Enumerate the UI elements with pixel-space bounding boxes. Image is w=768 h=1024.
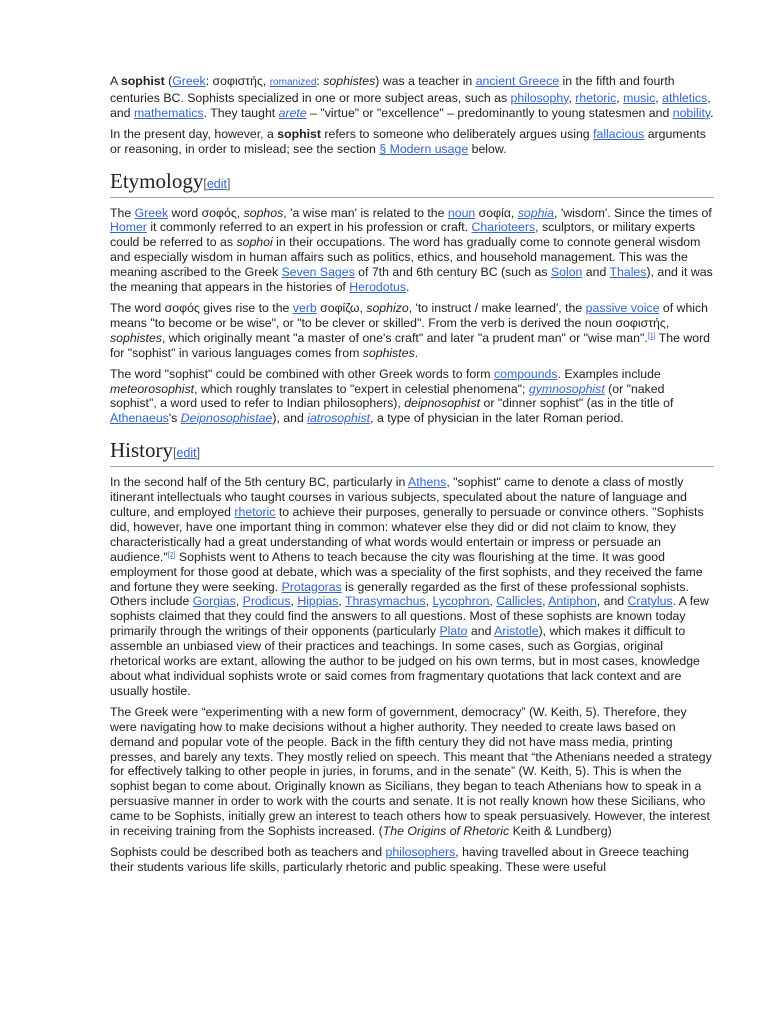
link-callicles[interactable]: Callicles	[496, 594, 543, 609]
text: Keith & Lundberg)	[509, 824, 612, 839]
text: below.	[468, 141, 507, 156]
text: . Examples include	[557, 366, 661, 381]
text: 's	[168, 411, 181, 426]
text: , a type of physician in the later Roman period.	[370, 411, 624, 426]
link-protagoras[interactable]: Protagoras	[281, 579, 342, 594]
link-thrasymachus[interactable]: Thrasymachus	[344, 594, 426, 609]
text: , and	[110, 90, 711, 120]
text: refers to someone who deliberately argues using	[321, 126, 594, 141]
text: . A few sophists claimed that they could find the answers to all questions. Most of these sophists are known today primarily through the writings of their opponents (particularly	[110, 594, 709, 639]
link-athens[interactable]: Athens	[408, 475, 447, 490]
italic-term: sophistes	[362, 345, 415, 360]
text: σοφίζω,	[316, 300, 367, 315]
text: and	[467, 624, 495, 639]
etymology-paragraph-1	[110, 206, 714, 295]
history-paragraph-1	[110, 475, 714, 699]
bracket: ]	[226, 176, 231, 191]
history-paragraph-3	[110, 845, 714, 875]
link-verb[interactable]: verb	[292, 300, 317, 315]
text: ,	[425, 594, 433, 609]
link-seven-sages[interactable]: Seven Sages	[281, 265, 355, 280]
link-iatrosophist-text: iatrosophist	[307, 411, 371, 426]
etymology-paragraph-3	[110, 367, 714, 427]
text: ,	[568, 90, 576, 105]
text: .	[710, 105, 714, 120]
link-philosophy[interactable]: philosophy	[510, 90, 569, 105]
italic-term: sophoi	[236, 235, 273, 250]
intro-paragraph-1	[110, 74, 714, 121]
bracket: [	[203, 176, 207, 191]
link-solon[interactable]: Solon	[550, 265, 583, 280]
text: , 'to instruct / make learned', the	[408, 300, 586, 315]
link-plato[interactable]: Plato	[439, 624, 468, 639]
article-body	[110, 74, 714, 881]
edit-link-etymology[interactable]: edit	[206, 176, 227, 191]
text: , "sophist" came to denote a class of mostly itinerant intellectuals who taught courses in various subjects, speculated about the nature of language and culture, and employed	[110, 475, 687, 520]
intro-paragraph-2	[110, 127, 714, 157]
heading-text: Etymology	[110, 168, 204, 193]
link-iatrosophist[interactable]	[307, 411, 370, 425]
italic-term: sophizo	[366, 300, 409, 315]
text: ), and it was the meaning that appears in the histories of	[110, 265, 713, 295]
text: (or "naked sophist", a word used to refer to Indian philosophers),	[110, 381, 665, 411]
history-paragraph-2	[110, 705, 714, 839]
term-sophist: sophist	[120, 74, 165, 88]
text: :	[316, 74, 324, 88]
link-philosophers[interactable]: philosophers	[385, 844, 456, 859]
link-thales[interactable]: Thales	[609, 265, 647, 280]
link-athletics[interactable]: athletics	[662, 90, 708, 105]
text: to achieve their purposes, generally to persuade or convince others. "Sophists did, however, have one important thing in common: whatever else they did or did not claim to know, they characteristically had a great understanding of what words would entertain or impress or persuade an audience."	[110, 505, 704, 564]
link-athenaeus[interactable]: Athenaeus	[110, 411, 169, 426]
link-sophia-text: sophia	[517, 205, 555, 220]
text: .	[414, 345, 419, 360]
text: (	[164, 74, 173, 88]
link-passive-voice[interactable]: passive voice	[585, 300, 660, 315]
link-greek[interactable]: Greek	[134, 205, 169, 220]
text: The Greek were “experimenting with a new form of government, democracy” (W. Keith, 5). Therefore, they were navigating how to make decisions without a higher authority. They needed to create laws based on demand and popular vote of the people. Back in the fifth century they did not have mass media, printing presses, and barely any texts. They mostly relied on speech. This meant that “the Athenians needed a strategy for effectively talking to other people in juries, in forums, and in the senate” (W. Keith, 5). This is when the sophist began to come about. Originally known as Sicilians, they began to teach Athenians how to speak in a persuasive manner in order to work with the courts and senate. It is not really known how these Sicilians, who came to be Sophists, initially grew an interest to teach others how to speak persuasively. However, the interest in receiving training from the Sophists increased. (	[110, 704, 712, 839]
link-music[interactable]: music	[623, 90, 656, 105]
text: , 'a wise man' is related to the	[283, 205, 448, 220]
text: or "dinner sophist" (as in the title of	[480, 396, 674, 411]
link-compounds[interactable]: compounds	[493, 366, 558, 381]
etymology-paragraph-2	[110, 301, 714, 361]
italic-term: sophos	[243, 205, 284, 220]
edit-section	[173, 446, 200, 460]
text: The word for "sophist" in various languages comes from	[110, 330, 711, 360]
link-noun[interactable]: noun	[447, 205, 476, 220]
text: Sophists could be described both as teachers and	[110, 844, 386, 859]
bracket: [	[173, 446, 177, 461]
link-nobility[interactable]: nobility	[672, 105, 711, 120]
text: : σοφιστής,	[205, 74, 270, 88]
text: The word σοφός gives rise to the	[110, 300, 293, 315]
text: , having travelled about in Greece teaching their students various life skills, particularly rhetoric and public speaking. These were useful	[110, 844, 690, 874]
bracket: ]	[196, 446, 201, 461]
link-prodicus[interactable]: Prodicus	[242, 594, 291, 609]
term-sophist: sophist	[277, 126, 321, 141]
text: ,	[542, 594, 549, 609]
link-arete-text: arete	[278, 105, 307, 120]
text: ,	[655, 90, 663, 105]
text: ) was a teacher in	[375, 74, 476, 88]
text: ,	[616, 90, 624, 105]
text: in their occupations. The word has gradually come to connote general wisdom and especially wisdom in human affairs such as politics, ethics, and household management. This was the meaning ascribed to the Greek	[110, 235, 701, 280]
text: , which originally meant "a master of one's craft" and later "a prudent man" or "wise man".	[161, 330, 648, 345]
text: in the fifth and fourth centuries BC. Sophists specialized in one or more subject areas, such as	[110, 74, 675, 105]
italic-title: The Origins of Rhetoric	[382, 824, 510, 839]
text: In the present day, however, a	[110, 126, 278, 141]
text: , and	[596, 594, 628, 609]
link-rhetoric[interactable]: rhetoric	[234, 505, 276, 520]
link-homer[interactable]: Homer	[110, 220, 147, 235]
heading-text: History	[110, 438, 173, 463]
link-mathematics[interactable]: mathematics	[133, 105, 204, 120]
link-gorgias[interactable]: Gorgias	[192, 594, 236, 609]
heading-etymology	[110, 169, 714, 198]
link-gymnosophist[interactable]	[529, 382, 605, 396]
link-deipnosophistae[interactable]	[181, 411, 273, 425]
text: ,	[489, 594, 497, 609]
text: Sophists went to Athens to teach because the city was flourishing at the time. It was good employment for those good at debate, which was a speciality of the first sophists, and they received the fame and fortune they were seeking.	[110, 549, 703, 594]
text: ,	[235, 594, 243, 609]
link-hippias[interactable]: Hippias	[297, 594, 339, 609]
italic-term: meteorosophist	[110, 381, 195, 396]
edit-link-history[interactable]: edit	[176, 446, 197, 461]
link-romanized[interactable]: romanized	[269, 77, 317, 88]
link-greek[interactable]: Greek	[172, 74, 206, 88]
text: of 7th and 6th century BC (such as	[354, 265, 551, 280]
text: is generally regarded as the first of these professional sophists. Others include	[110, 579, 689, 609]
text: ,	[338, 594, 345, 609]
text: ,	[290, 594, 298, 609]
link-ancient-greece[interactable]: ancient Greece	[475, 74, 560, 88]
text: and	[582, 265, 610, 280]
text: The word "sophist" could be combined with other Greek words to form	[110, 366, 494, 381]
link-arete[interactable]	[279, 106, 307, 120]
italic-term: sophistes	[110, 330, 162, 345]
text: .	[406, 280, 410, 295]
text: The	[110, 205, 135, 220]
text: σοφία,	[475, 205, 518, 220]
link-fallacious[interactable]: fallacious	[593, 126, 645, 141]
link-modern-usage[interactable]: § Modern usage	[379, 141, 469, 156]
link-rhetoric[interactable]: rhetoric	[575, 90, 617, 105]
link-lycophron[interactable]: Lycophron	[432, 594, 490, 609]
text: ), and	[272, 411, 308, 426]
heading-history	[110, 438, 714, 467]
link-aristotle[interactable]: Aristotle	[494, 624, 539, 639]
text: , sculptors, or military experts could be referred to as	[110, 220, 696, 250]
reference-1[interactable]: [1]	[647, 332, 656, 340]
link-cratylus[interactable]: Cratylus	[627, 594, 673, 609]
edit-section	[203, 177, 230, 191]
text: arguments or reasoning, in order to mislead; see the section	[110, 126, 706, 156]
text: , which roughly translates to "expert in celestial phenomena";	[194, 381, 529, 396]
text: word σοφός,	[168, 205, 244, 220]
link-charioteers[interactable]: Charioteers	[471, 220, 536, 235]
text: . They taught	[203, 105, 279, 120]
link-antiphon[interactable]: Antiphon	[548, 594, 597, 609]
reference-2[interactable]: [2]	[167, 551, 176, 559]
transliteration: sophistes	[323, 74, 376, 88]
text: A	[110, 74, 121, 88]
text: ), which makes it difficult to assemble an unbiased view of their practices and teachings. In some cases, such as Gorgias, original rhetorical works are extant, allowing the author to be judged on his own terms, but in most cases, knowledge about what individual sophists wrote or said comes from fragmentary quotations that lack context and are usually hostile.	[110, 624, 700, 698]
link-gymnosophist-text: gymnosophist	[528, 381, 605, 396]
text: – "virtue" or "excellence" – predominantly to young statesmen and	[306, 105, 673, 120]
text: In the second half of the 5th century BC, particularly in	[110, 475, 409, 490]
text: it commonly referred to an expert in his profession or craft.	[146, 220, 472, 235]
link-sophia[interactable]	[518, 206, 554, 220]
link-deipnosophistae-text: Deipnosophistae	[180, 411, 273, 426]
text: of which means "to become or be wise", or "to be clever or skilled". From the verb is derived the noun σοφιστής,	[110, 300, 708, 330]
link-herodotus[interactable]: Herodotus	[349, 280, 407, 295]
text: , 'wisdom'. Since the times of	[554, 205, 712, 220]
italic-term: deipnosophist	[404, 396, 481, 411]
